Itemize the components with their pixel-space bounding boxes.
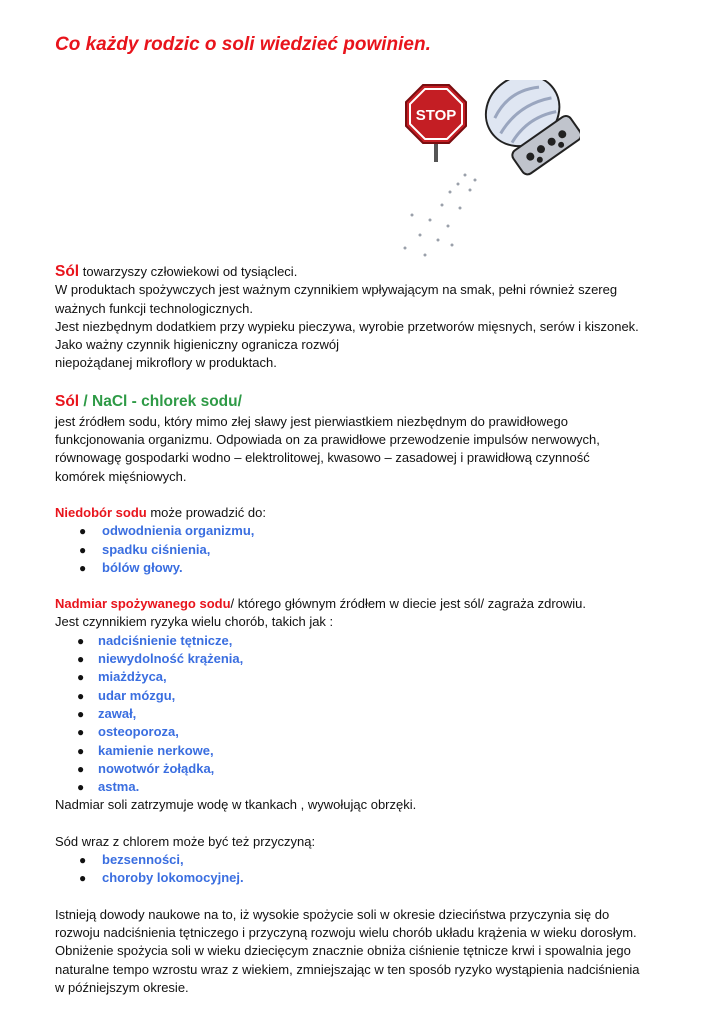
- bullet-icon: ●: [79, 871, 87, 886]
- article-body: [55, 263, 675, 997]
- deficiency-intro: Niedobór sodu może prowadzić do:: [55, 504, 266, 520]
- intro-line: Jest niezbędnym dodatkiem przy wypieku pieczywa, wyrobie przetworów mięsnych, serów i kiszonek.: [55, 318, 639, 334]
- intro-line: W produktach spożywczych jest ważnym czynnikiem wpływającym na smak, pełni również szereg: [55, 282, 618, 298]
- bullet-icon: ●: [77, 725, 85, 740]
- bullet-icon: ●: [77, 761, 85, 776]
- bullet-icon: ●: [77, 780, 85, 795]
- final-line: Istnieją dowody naukowe na to, iż wysokie spożycie soli w okresie dzieciństwa przyczynia się do: [55, 906, 610, 922]
- excess-list: [55, 632, 675, 797]
- salt-shaker-stop-illustration: [390, 80, 580, 270]
- section-heading-nacl: Sól / NaCl - chlorek sodu/: [55, 392, 242, 410]
- final-line: Obniżenie spożycia soli w wieku dziecięcym znacznie obniża ciśnienie tętnicze krwi i spowalnia jego: [55, 943, 631, 959]
- list-item: ● niewydolność krążenia,: [55, 650, 675, 668]
- chlorine-list: [55, 851, 675, 888]
- stop-sign-text: STOP: [415, 107, 457, 124]
- intro-line: Jako ważny czynnik higieniczny ogranicza rozwój: [55, 337, 339, 353]
- excess-closing: Nadmiar soli zatrzymuje wodę w tkankach , wywołując obrzęki.: [55, 797, 417, 813]
- deficiency-list: [55, 522, 675, 577]
- bullet-icon: ●: [79, 524, 87, 539]
- list-item: ● kamienie nerkowe,: [55, 742, 675, 760]
- bullet-icon: ●: [77, 706, 85, 721]
- page-title: Co każdy rodzic o soli wiedzieć powinien.: [55, 34, 431, 55]
- list-item: ● osteoporoza,: [55, 723, 675, 741]
- intro-line: niepożądanej mikroflory w produktach.: [55, 355, 277, 371]
- intro-line: ważnych funkcji technologicznych.: [55, 300, 253, 316]
- bullet-icon: ●: [77, 743, 85, 758]
- section2-line: jest źródłem sodu, który mimo złej sławy jest pierwiastkiem niezbędnym do prawidłowego: [55, 413, 568, 429]
- section2-line: równowagę gospodarki wodno – elektrolitowej, kwasowo – zasadowej i prawidłową czynność: [55, 450, 590, 466]
- excess-line: Jest czynnikiem ryzyka wielu chorób, takich jak :: [55, 614, 334, 630]
- final-line: naturalne tempo wzrostu wraz z wiekiem, zmniejszając w ten sposób ryzyko wystąpienia nadciśnienia: [55, 961, 640, 977]
- list-item: ● choroby lokomocyjnej.: [55, 869, 675, 887]
- salt-shaker-stop-icon: [390, 80, 580, 270]
- list-item: ● bólów głowy.: [55, 559, 675, 577]
- chlorine-intro: Sód wraz z chlorem może być też przyczyną:: [55, 833, 316, 849]
- list-item: ● astma.: [55, 778, 675, 796]
- section2-line: komórek mięśniowych.: [55, 468, 187, 484]
- intro-first-line: Sól towarzyszy człowiekowi od tysiącleci.: [55, 263, 298, 280]
- bullet-icon: ●: [77, 652, 85, 667]
- bullet-icon: ●: [79, 560, 87, 575]
- bullet-icon: ●: [77, 688, 85, 703]
- list-item: ● spadku ciśnienia,: [55, 541, 675, 559]
- bullet-icon: ●: [79, 542, 87, 557]
- section2-line: funkcjonowania organizmu. Odpowiada on za prawidłowe przewodzenie impulsów nerwowych,: [55, 432, 600, 448]
- list-item: ● nowotwór żołądka,: [55, 760, 675, 778]
- list-item: ● udar mózgu,: [55, 687, 675, 705]
- final-line: rozwoju nadciśnienia tętniczego i przyczyną rozwoju wielu chorób układu krążenia w wieku dorosłym.: [55, 924, 637, 940]
- list-item: ● bezsenności,: [55, 851, 675, 869]
- final-line: w późniejszym okresie.: [55, 979, 189, 995]
- excess-intro: Nadmiar spożywanego sodu/ którego głównym źródłem w diecie jest sól/ zagraża zdrowiu.: [55, 596, 587, 612]
- list-item: ● odwodnienia organizmu,: [55, 522, 675, 540]
- bullet-icon: ●: [77, 633, 85, 648]
- list-item: ● miażdżyca,: [55, 668, 675, 686]
- list-item: ● zawał,: [55, 705, 675, 723]
- bullet-icon: ●: [77, 670, 85, 685]
- bullet-icon: ●: [79, 853, 87, 868]
- list-item: ● nadciśnienie tętnicze,: [55, 632, 675, 650]
